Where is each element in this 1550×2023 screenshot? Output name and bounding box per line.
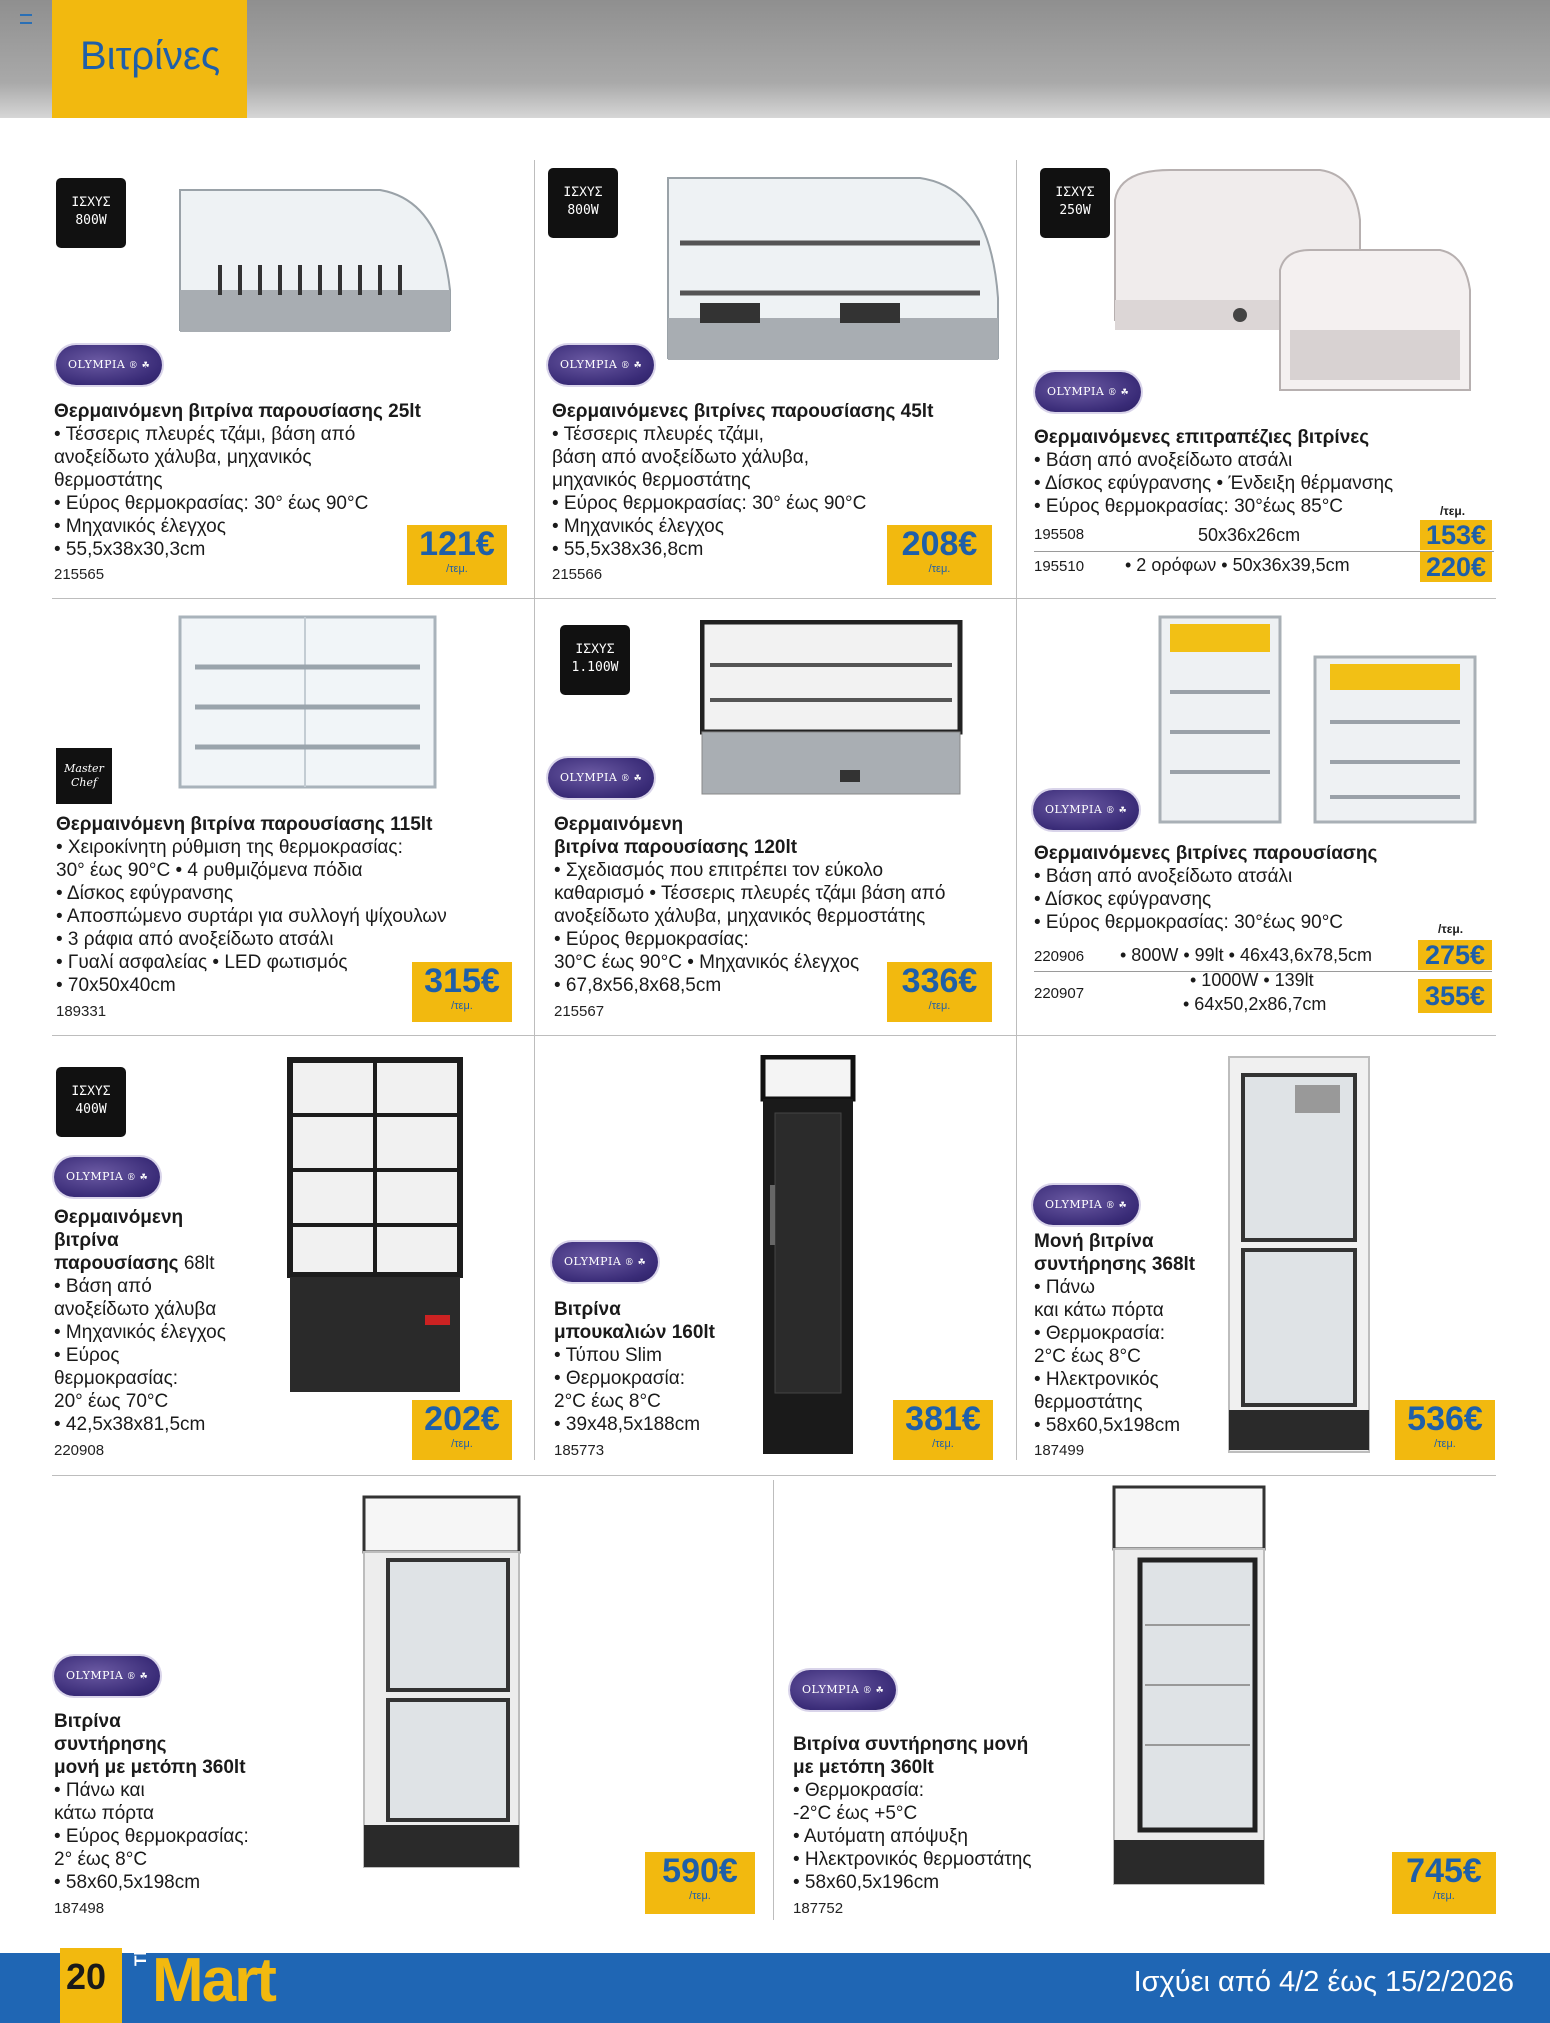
price-tag: 745€ /τεμ. [1392,1852,1496,1914]
divider [52,1035,1496,1036]
unit-label: /τεμ. [1440,504,1466,518]
power-badge: ΙΣΧΥΣ 800W [548,168,618,238]
product-code: 187499 [1034,1442,1085,1459]
variant-desc: 50x36x26cm [1198,525,1301,545]
product-image-single-cooler-360lt [1110,1485,1270,1895]
divider [1016,160,1017,1460]
product-title: Θερμαινόμενη βιτρίνα παρουσίασης 25lt [54,401,421,422]
variant-desc: • 800W • 99lt • 46x43,6x78,5cm [1120,945,1373,965]
master-chef-logo: Master Chef [56,748,112,804]
product-specs: • Τέσσερις πλευρές τζάμι, βάση από ανοξείδωτο χάλυβα, μηχανικός θερμοστάτης • Εύρος θερμοκρασίας: 30° έως 90°C • Μηχανικός έλεγχος • 55,5x38x30,3cm [54,424,369,560]
product-title: Θερμαινόμενες βιτρίνες παρουσίασης [1034,843,1378,864]
price-tag: 315€ /τεμ. [412,962,512,1022]
variant-code: 195508 [1034,526,1085,543]
price-tag: 536€ /τεμ. [1395,1400,1495,1460]
product-code: 187498 [54,1900,105,1917]
product-specs: • Σχεδιασμός που επιτρέπει τον εύκολο καθαρισμό • Τέσσερις πλευρές τζάμι βάση από ανοξείδωτο χάλυβα, μηχανικός θερμοστάτης • Εύρος θερμοκρασίας: 30°C έως 90°C • Μηχανικός έλεγχος • 67,8x56,8x68,5cm [554,860,946,996]
product-specs: • Τέσσερις πλευρές τζάμι, βάση από ανοξείδωτο χάλυβα, μηχανικός θερμοστάτης • Εύρος θερμοκρασίας: 30° έως 90°C • Μηχανικός έλεγχος • 55,5x38x36,8cm [552,424,867,560]
power-badge: ΙΣΧΥΣ 800W [56,178,126,248]
product-title: Θερμαινόμενη βιτρίνα παρουσίασης 120lt [554,814,798,858]
product-specs: • Τύπου Slim • Θερμοκρασία: 2°C έως 8°C • 39x48,5x188cm [554,1345,701,1435]
product-title: Βιτρίνα μπουκαλιών 160lt [554,1299,715,1343]
product-image-display-case-25lt [170,170,490,350]
power-badge: ΙΣΧΥΣ 250W [1040,168,1110,238]
price-tag: 336€ /τεμ. [887,962,992,1022]
unit-label: /τεμ. [1438,922,1464,936]
variant-code: 195510 [1034,558,1085,575]
product-image-display-case-120lt [700,620,965,805]
variant-price: 275€ [1418,940,1492,970]
divider [52,598,1496,599]
olympia-logo: OLYMPIA ® ☘ [54,1157,160,1197]
olympia-logo: OLYMPIA ® ☘ [1033,1185,1139,1225]
olympia-logo: OLYMPIA ® ☘ [790,1670,896,1710]
product-title: Θερμαινόμενη βιτρίνα παρουσίασης 68lt [54,1207,215,1274]
product-specs: • Πάνω και κάτω πόρτα • Θερμοκρασία: 2°C έως 8°C • Ηλεκτρονικός θερμοστάτης • 58x60,5x198cm [1034,1277,1181,1436]
variant-price: 153€ [1420,520,1492,550]
olympia-logo: OLYMPIA ® ☘ [1033,790,1139,830]
product-image-cooler-with-canopy-360lt [360,1495,530,1875]
product-specs: • Βάση από ανοξείδωτο χάλυβα • Μηχανικός έλεγχος • Εύρος θερμοκρασίας: 20° έως 70°C • 42,5x38x81,5cm [54,1276,226,1435]
brand-prefix: The [131,1935,150,1966]
product-image-bottle-cooler-160lt [755,1055,865,1465]
power-badge: ΙΣΧΥΣ 400W [56,1067,126,1137]
product-code: 215567 [554,1003,605,1020]
product-title: Θερμαινόμενες βιτρίνες παρουσίασης 45lt [552,401,934,422]
olympia-logo: OLYMPIA ® ☘ [552,1242,658,1282]
product-code: 215565 [54,566,105,583]
power-badge: ΙΣΧΥΣ 1.100W [560,625,630,695]
olympia-logo: OLYMPIA ® ☘ [56,345,162,385]
price-tag: 208€ /τεμ. [887,525,992,585]
product-specs: • Βάση από ανοξείδωτο ατσάλι • Δίσκος εφύγρανσης • Ένδειξη θέρμανσης • Εύρος θερμοκρασίας: 30°έως 85°C [1034,450,1394,517]
olympia-logo: OLYMPIA ® ☘ [548,345,654,385]
olympia-logo: OLYMPIA ® ☘ [1035,372,1141,412]
product-code: 189331 [56,1003,107,1020]
product-specs: • Πάνω και κάτω πόρτα • Εύρος θερμοκρασίας: 2° έως 8°C • 58x60,5x198cm [54,1780,249,1893]
product-image-heated-display-towers [1155,612,1485,827]
product-specs: • Θερμοκρασία: -2°C έως +5°C • Αυτόματη απόψυξη • Ηλεκτρονικός θερμοστάτης • 58x60,5x196cm [793,1780,1032,1893]
header-bar [0,0,1550,118]
olympia-logo: OLYMPIA ® ☘ [548,758,654,798]
product-specs: • Βάση από ανοξείδωτο ατσάλι • Δίσκος εφύγρανσης • Εύρος θερμοκρασίας: 30°έως 90°C [1034,866,1344,933]
variant-price: 355€ [1418,979,1492,1013]
product-title: Θερμαινόμενες επιτραπέζιες βιτρίνες [1034,427,1370,448]
product-code: 215566 [552,566,603,583]
product-image-heated-tower-68lt [285,1055,470,1400]
price-tag: 202€ /τεμ. [412,1400,512,1460]
product-title: Μονή βιτρίνα συντήρησης 368lt [1034,1231,1196,1275]
product-image-display-case-115lt [175,612,440,797]
product-specs: • Χειροκίνητη ρύθμιση της θερμοκρασίας: 30° έως 90°C • 4 ρυθμιζόμενα πόδια • Δίσκος εφύγρανσης • Αποσπώμενο συρτάρι για συλλογή ψίχουλων • 3 ράφια από ανοξείδωτο ατσάλι • Γυαλί ασφαλείας • LED φωτισμός • 70x50x40cm [56,837,447,996]
product-code: 185773 [554,1442,605,1459]
variant-code: 220906 [1034,948,1085,965]
price-tag: 121€ /τεμ. [407,525,507,585]
variant-desc: • 2 ορόφων • 50x36x39,5cm [1125,555,1350,575]
page-title: Βιτρίνες [80,34,221,78]
variant-desc-line2: • 64x50,2x86,7cm [1183,994,1327,1014]
product-image-double-door-cooler-368lt [1225,1055,1375,1465]
divider [773,1480,774,1920]
product-image-display-case-45lt [660,168,1010,368]
product-title: Βιτρίνα συντήρησης μονή με μετόπη 360lt [54,1711,246,1778]
divider [534,160,535,1460]
olympia-logo: OLYMPIA ® ☘ [54,1656,160,1696]
price-tag: 590€ /τεμ. [645,1852,755,1914]
product-title: Θερμαινόμενη βιτρίνα παρουσίασης 115lt [56,814,433,835]
page-number: 20 [66,1956,107,1997]
brand-logo: Mart [152,1946,275,2015]
product-image-tabletop-display-cases [1110,160,1480,400]
product-code: 187752 [793,1900,844,1917]
divider [52,1475,1496,1476]
product-title: Βιτρίνα συντήρησης μονή με μετόπη 360lt [793,1734,1029,1778]
validity-text: Ισχύει από 4/2 έως 15/2/2026 [1133,1966,1514,1998]
variant-code: 220907 [1034,985,1085,1002]
product-code: 220908 [54,1442,105,1459]
price-tag: 381€ /τεμ. [893,1400,993,1460]
menu-icon [20,14,32,24]
variant-desc: • 1000W • 139lt [1190,970,1314,990]
variant-price: 220€ [1420,552,1492,582]
